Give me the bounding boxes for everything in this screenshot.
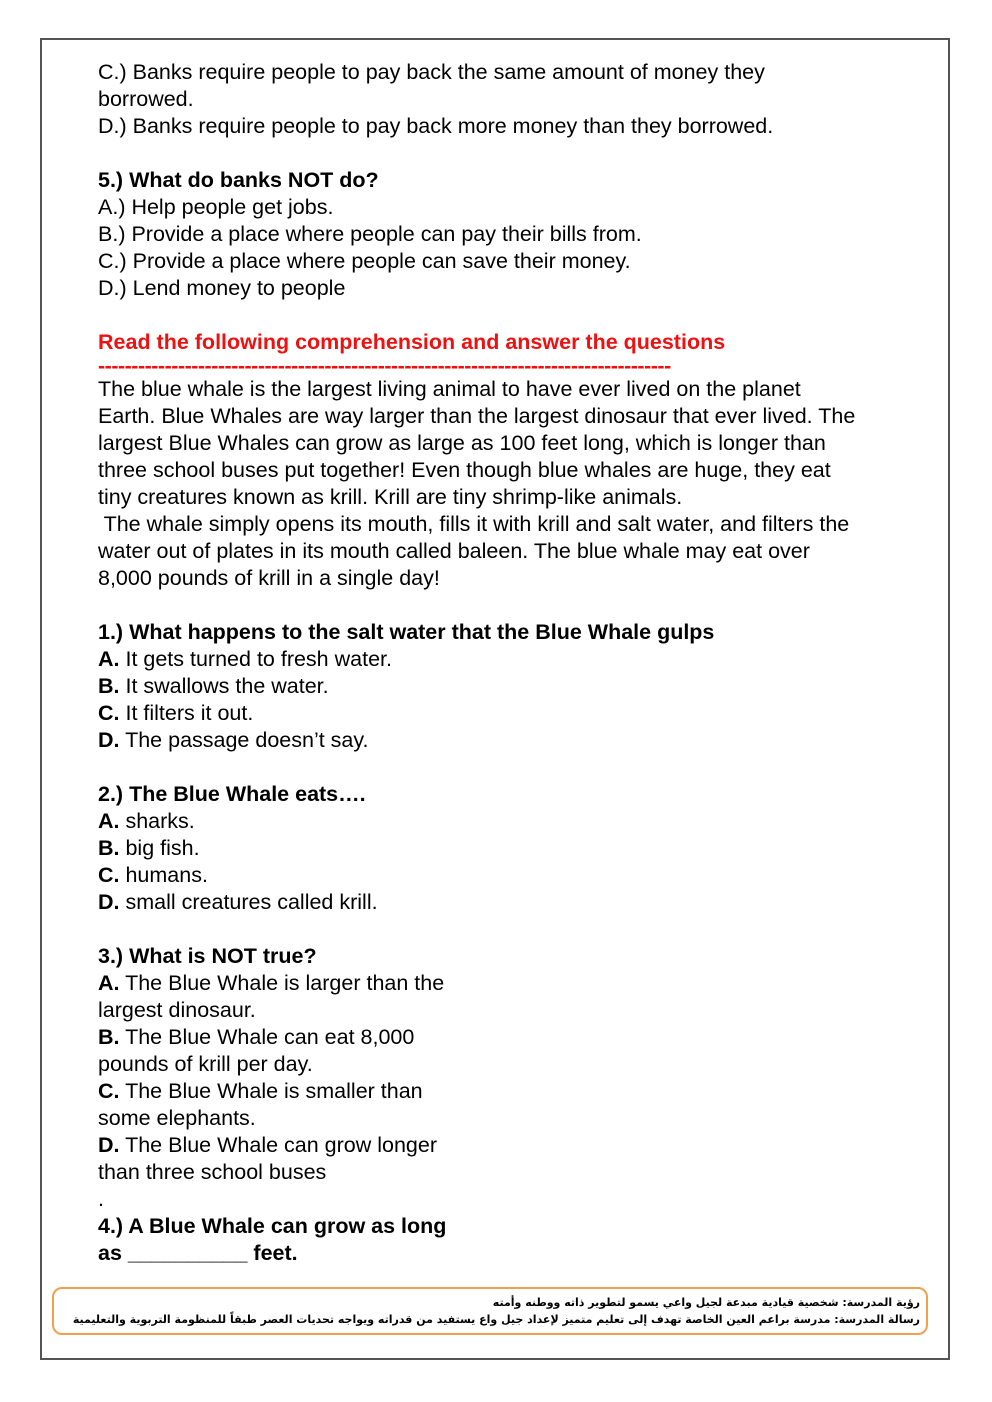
- option-letter: D.: [98, 890, 120, 914]
- option-text: big fish.: [119, 836, 200, 860]
- trailing-period: .: [98, 1187, 104, 1211]
- worksheet-content: [98, 59, 928, 1267]
- option-letter: C.: [98, 701, 120, 725]
- question-5-prompt: 5.) What do banks NOT do?: [98, 168, 379, 192]
- answer-option: [98, 1024, 928, 1051]
- option-text: humans.: [119, 863, 208, 887]
- option-letter: B.: [98, 1025, 120, 1049]
- option-text: It filters it out.: [119, 701, 254, 725]
- option-letter: D.: [98, 1133, 120, 1157]
- option-letter: A.: [98, 809, 120, 833]
- question-3-prompt: 3.) What is NOT true?: [98, 944, 317, 968]
- option-letter: C.: [98, 1079, 120, 1103]
- option-text: The Blue Whale can grow longer: [119, 1133, 438, 1157]
- passage-line: The whale simply opens its mouth, fills it with krill and salt water, and filters the: [98, 512, 850, 536]
- question-4-blank: as __________ feet.: [98, 1241, 298, 1265]
- option-text: sharks.: [119, 809, 195, 833]
- option-text: The Blue Whale is larger than the: [119, 971, 445, 995]
- answer-option: [98, 700, 928, 727]
- answer-option: [98, 862, 928, 889]
- question-4-prompt: 4.) A Blue Whale can grow as long: [98, 1214, 447, 1238]
- option-text: borrowed.: [98, 87, 194, 111]
- passage-line: tiny creatures known as krill. Krill are tiny shrimp-like animals.: [98, 485, 683, 509]
- answer-option: [98, 835, 928, 862]
- answer-option: [98, 1078, 928, 1105]
- school-vision: رؤية المدرسة: شخصية قيادية مبدعة لجيل واعي يسمو لتطوير ذاته ووطنه وأمته: [492, 1296, 920, 1309]
- school-footer: [52, 1287, 928, 1335]
- option-text: It swallows the water.: [119, 674, 329, 698]
- option-letter: B.: [98, 674, 120, 698]
- section-heading: Read the following comprehension and answer the questions: [98, 330, 726, 354]
- option-text: D.) Lend money to people: [98, 276, 346, 300]
- question-2-prompt: 2.) The Blue Whale eats….: [98, 782, 366, 806]
- section-divider: --------------------------------------------------------------------------------------: [98, 356, 671, 376]
- option-text: D.) Banks require people to pay back more money than they borrowed.: [98, 114, 774, 138]
- passage-line: water out of plates in its mouth called baleen. The blue whale may eat over: [98, 539, 810, 563]
- passage-line: The blue whale is the largest living animal to have ever lived on the planet: [98, 377, 801, 401]
- passage-line: Earth. Blue Whales are way larger than the largest dinosaur that ever lived. The: [98, 404, 856, 428]
- option-letter: A.: [98, 971, 120, 995]
- option-text: The Blue Whale can eat 8,000: [119, 1025, 415, 1049]
- answer-option: [98, 889, 928, 916]
- answer-option: [98, 808, 928, 835]
- option-letter: C.: [98, 863, 120, 887]
- passage-line: largest Blue Whales can grow as large as 100 feet long, which is longer than: [98, 431, 826, 455]
- option-letter: B.: [98, 836, 120, 860]
- option-text: The Blue Whale is smaller than: [119, 1079, 423, 1103]
- option-text: B.) Provide a place where people can pay their bills from.: [98, 222, 642, 246]
- option-text: small creatures called krill.: [119, 890, 378, 914]
- answer-option: [98, 646, 928, 673]
- school-mission: رسالة المدرسة: مدرسة براعم العين الخاصة تهدف إلى تعليم متميز لإعداد جيل واع يستفيد من قدراته ويواجه تحديات العصر طبقاً للمنظومة التربوية والتعليمية: [72, 1313, 920, 1326]
- option-continuation: largest dinosaur.: [98, 998, 256, 1022]
- question-1-prompt: 1.) What happens to the salt water that the Blue Whale gulps: [98, 620, 715, 644]
- option-text: C.) Provide a place where people can save their money.: [98, 249, 631, 273]
- option-text: C.) Banks require people to pay back the same amount of money they: [98, 60, 765, 84]
- passage-line: three school buses put together! Even though blue whales are huge, they eat: [98, 458, 831, 482]
- answer-option: [98, 727, 928, 754]
- option-letter: A.: [98, 647, 120, 671]
- answer-option: [98, 673, 928, 700]
- option-continuation: some elephants.: [98, 1106, 256, 1130]
- option-text: It gets turned to fresh water.: [119, 647, 392, 671]
- answer-option: [98, 1132, 928, 1159]
- option-text: A.) Help people get jobs.: [98, 195, 334, 219]
- option-letter: D.: [98, 728, 120, 752]
- option-text: The passage doesn’t say.: [119, 728, 369, 752]
- option-continuation: pounds of krill per day.: [98, 1052, 313, 1076]
- passage-line: 8,000 pounds of krill in a single day!: [98, 566, 440, 590]
- answer-option: [98, 970, 928, 997]
- option-continuation: than three school buses: [98, 1160, 327, 1184]
